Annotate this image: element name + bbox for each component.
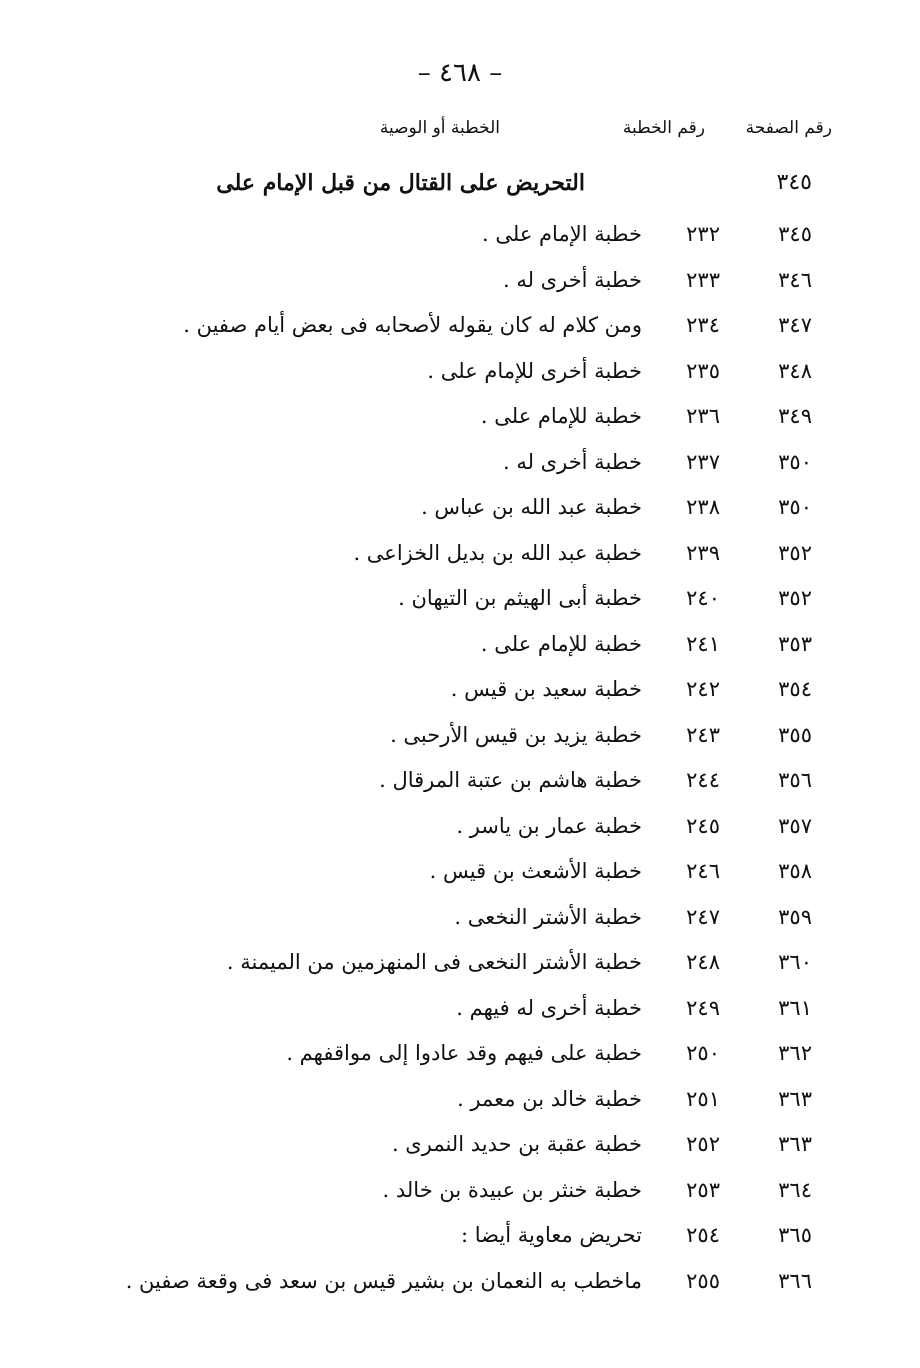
table-row (0, 768, 920, 814)
row-sermon-number: ٢٤٤ (686, 768, 720, 792)
row-sermon-number: ٢٤١ (686, 631, 720, 656)
row-title: خطبة أبى الهيثم بن التيهان . (398, 586, 642, 610)
row-page-number: ٣٤٥ (778, 222, 812, 246)
row-title: تحريض معاوية أيضا : (461, 1223, 642, 1247)
table-row (0, 313, 920, 359)
row-sermon-number: ٢٤٥ (686, 813, 720, 838)
row-page-number: ٣٥٩ (778, 904, 812, 929)
row-sermon-number: ٢٤٢ (686, 677, 720, 701)
row-sermon-number: ٢٣٦ (686, 404, 720, 428)
table-row (0, 541, 920, 587)
table-row (0, 950, 920, 996)
row-sermon-number: ٢٤٣ (686, 722, 720, 747)
table-row (0, 586, 920, 632)
header-page-column: رقم الصفحة (745, 118, 832, 138)
row-page-number: ٣٦٠ (778, 950, 812, 974)
row-page-number: ٣٤٧ (778, 313, 812, 337)
row-title: خطبة على فيهم وقد عادوا إلى مواقفهم . (286, 1041, 642, 1065)
row-sermon-number: ٢٣٢ (686, 222, 720, 246)
row-title: خطبة أخرى له . (502, 449, 642, 474)
row-page-number: ٣٦٤ (778, 1177, 812, 1202)
row-sermon-number: ٢٤٧ (686, 904, 720, 929)
table-row (0, 677, 920, 723)
header-number-column: رقم الخطبة (622, 118, 705, 138)
row-page-number: ٣٤٩ (778, 404, 812, 428)
table-row (0, 222, 920, 268)
row-sermon-number: ٢٤٠ (686, 586, 720, 610)
row-page-number: ٣٦١ (778, 995, 812, 1020)
row-sermon-number: ٢٥١ (686, 1086, 720, 1111)
row-page-number: ٣٦٥ (778, 1223, 812, 1247)
table-row (0, 859, 920, 905)
row-page-number: ٣٥٢ (778, 586, 812, 610)
row-page-number: ٣٥٠ (778, 495, 812, 519)
row-title: خطبة أخرى له . (502, 267, 642, 292)
row-sermon-number: ٢٤٩ (686, 995, 720, 1020)
row-page-number: ٣٦٦ (778, 1268, 812, 1293)
page-number: – ٤٦٨ – (417, 58, 503, 88)
row-title: خطبة للإمام على . (480, 404, 642, 428)
row-title: خطبة هاشم بن عتبة المرقال . (379, 768, 642, 792)
row-title: ماخطب به النعمان بن بشير قيس بن سعد فى وقعة صفين . (125, 1268, 642, 1293)
row-sermon-number: ٢٣٤ (686, 313, 720, 337)
row-page-number: ٣٦٣ (778, 1132, 812, 1156)
row-page-number: ٣٥٥ (778, 722, 812, 747)
row-title: خطبة الإمام على . (482, 222, 642, 246)
row-page-number: ٣٤٦ (778, 267, 812, 292)
table-row (0, 495, 920, 541)
row-title: خطبة للإمام على . (480, 631, 642, 656)
row-title: خطبة عقبة بن حديد النمرى . (391, 1132, 642, 1156)
table-row (0, 359, 920, 405)
table-row (0, 268, 920, 314)
row-sermon-number: ٢٥٢ (686, 1132, 720, 1156)
row-page-number: ٣٥٠ (778, 449, 812, 474)
section-page-number: ٣٤٥ (776, 170, 812, 195)
index-table (0, 222, 920, 1314)
row-title: خطبة عبد الله بن عباس . (421, 495, 642, 519)
table-row (0, 1223, 920, 1269)
row-title: خطبة خالد بن معمر . (457, 1086, 642, 1111)
row-page-number: ٣٥٣ (778, 631, 812, 656)
row-sermon-number: ٢٣٩ (686, 540, 720, 565)
row-title: خطبة الأشتر النخعى فى المنهزمين من الميمنة . (226, 950, 642, 974)
row-title: خطبة الأشتر النخعى . (454, 904, 642, 929)
row-sermon-number: ٢٥٠ (686, 1041, 720, 1065)
table-row (0, 1132, 920, 1178)
table-row (0, 1087, 920, 1133)
row-sermon-number: ٢٣٧ (686, 449, 720, 474)
row-sermon-number: ٢٥٤ (686, 1223, 720, 1247)
table-row (0, 1178, 920, 1224)
row-page-number: ٣٦٣ (778, 1086, 812, 1111)
row-title: خطبة عبد الله بن بديل الخزاعى . (353, 540, 642, 565)
table-row (0, 404, 920, 450)
row-title: خطبة خنثر بن عبيدة بن خالد . (382, 1177, 642, 1202)
row-sermon-number: ٢٣٨ (686, 495, 720, 519)
row-title: خطبة الأشعث بن قيس . (429, 859, 642, 883)
row-sermon-number: ٢٤٦ (686, 859, 720, 883)
row-sermon-number: ٢٤٨ (686, 950, 720, 974)
row-sermon-number: ٢٥٥ (686, 1268, 720, 1293)
table-row (0, 450, 920, 496)
row-title: خطبة أخرى له فيهم . (456, 995, 642, 1020)
row-title: خطبة يزيد بن قيس الأرحبى . (390, 722, 642, 747)
table-row (0, 723, 920, 769)
row-sermon-number: ٢٣٣ (686, 267, 720, 292)
table-row (0, 632, 920, 678)
table-row (0, 996, 920, 1042)
row-sermon-number: ٢٣٥ (686, 358, 720, 383)
section-title: التحريض على القتال من قبل الإمام على (216, 170, 585, 196)
row-title: خطبة أخرى للإمام على . (427, 358, 642, 383)
row-title: ومن كلام له كان يقوله لأصحابه فى بعض أيام صفين . (183, 313, 642, 337)
table-row (0, 1269, 920, 1315)
table-row (0, 814, 920, 860)
row-page-number: ٣٥٨ (778, 859, 812, 883)
row-page-number: ٣٤٨ (778, 358, 812, 383)
row-page-number: ٣٥٧ (778, 813, 812, 838)
row-page-number: ٣٥٦ (778, 768, 812, 792)
row-page-number: ٣٥٢ (778, 540, 812, 565)
row-title: خطبة عمار بن ياسر . (456, 813, 642, 838)
table-row (0, 1041, 920, 1087)
row-title: خطبة سعيد بن قيس . (450, 677, 642, 701)
row-page-number: ٣٦٢ (778, 1041, 812, 1065)
column-headers (0, 118, 920, 148)
table-row (0, 905, 920, 951)
row-page-number: ٣٥٤ (778, 677, 812, 701)
header-title-column: الخطبة أو الوصية (379, 118, 500, 138)
row-sermon-number: ٢٥٣ (686, 1177, 720, 1202)
